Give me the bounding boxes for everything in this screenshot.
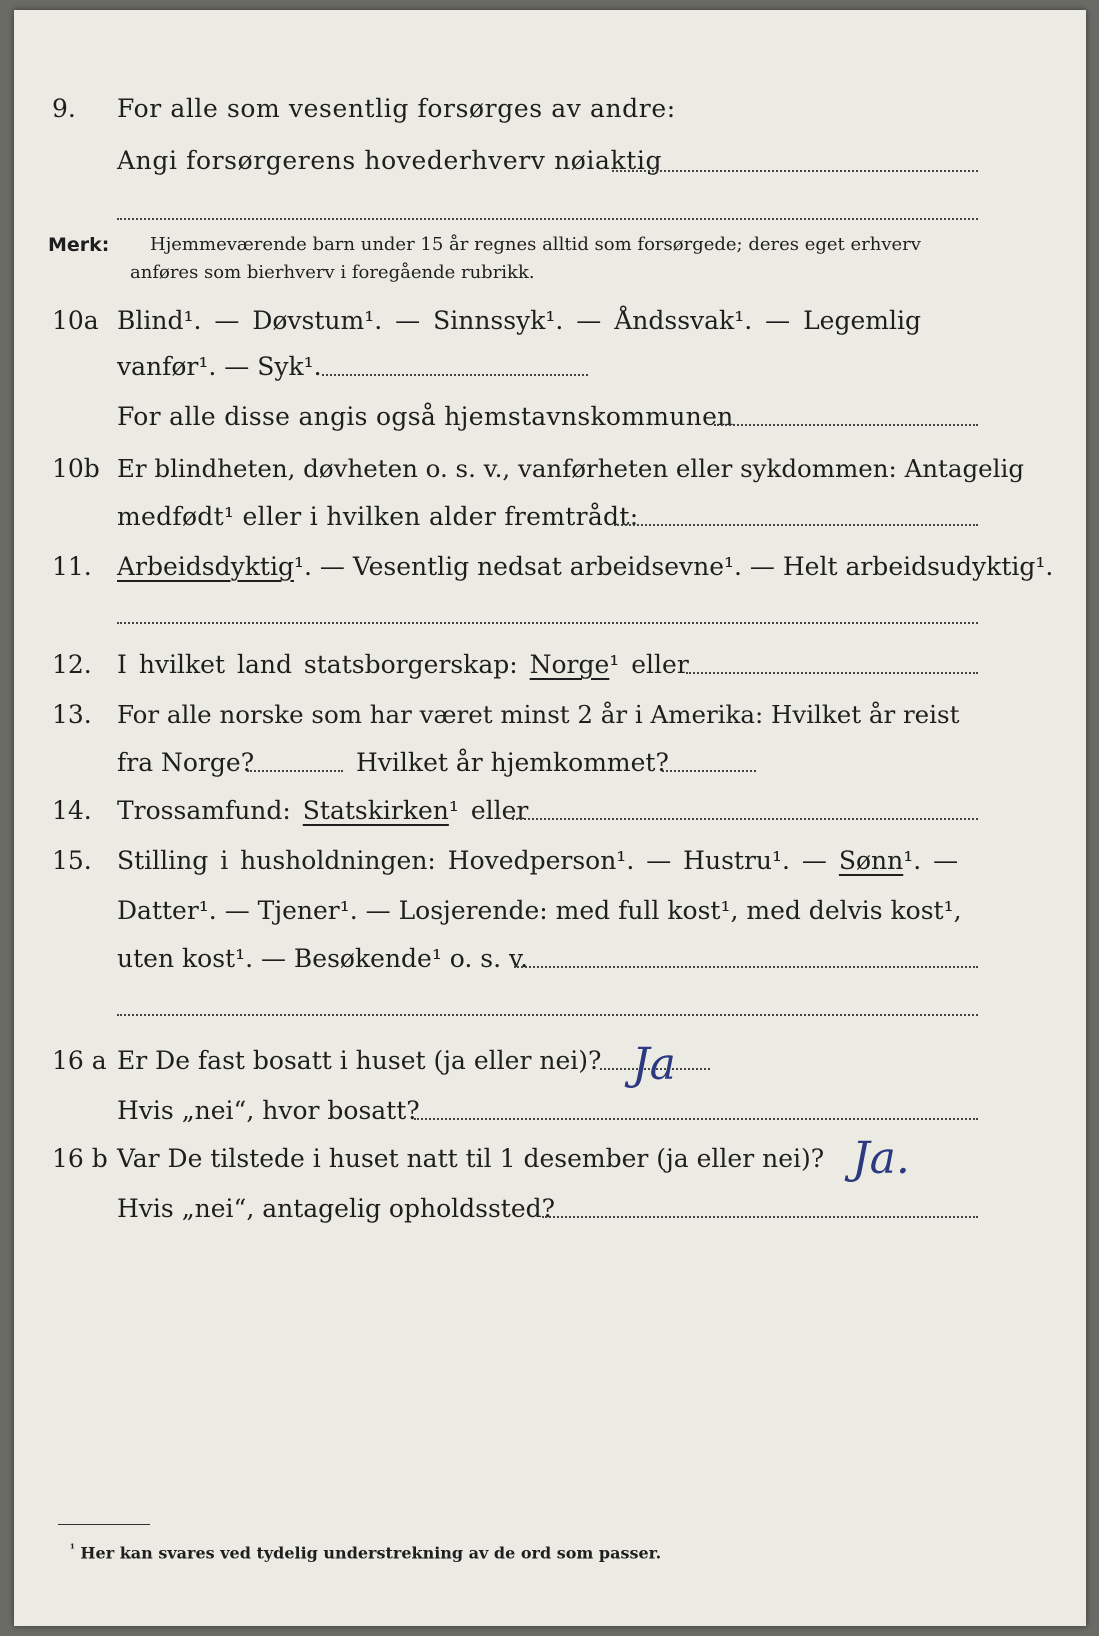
q16b-opholdssted-field[interactable]	[542, 1216, 978, 1218]
footnote-rule	[58, 1524, 150, 1525]
q9-answer-field[interactable]	[612, 170, 978, 172]
q9-line2: Angi forsørgerens hovederhverv nøiaktig	[117, 146, 663, 175]
q10a-line1: Blind¹. — Døvstum¹. — Sinnssyk¹. — Åndssvak¹. — Legemlig	[117, 306, 921, 335]
footnote	[70, 1538, 661, 1564]
q15-line1b: ¹. —	[903, 846, 959, 875]
q10a-line3: For alle disse angis også hjemstavnskommunen	[117, 402, 734, 431]
q14-selected-option[interactable]: Statskirken	[302, 796, 449, 825]
q15-selected-option[interactable]: Sønn	[838, 846, 904, 875]
q16b-line1: Var De tilstede i huset natt til 1 desember (ja eller nei)?	[117, 1144, 825, 1173]
q15-line1a: Stilling i husholdningen: Hovedperson¹. — Hustru¹. —	[117, 846, 827, 875]
q16b-number: 16 b	[52, 1144, 108, 1173]
q11-line	[117, 552, 1053, 582]
q12-answer-field[interactable]	[686, 672, 978, 674]
merk-line2: anføres som bierhverv i foregående rubrikk.	[130, 262, 535, 283]
q16a-line1: Er De fast bosatt i huset (ja eller nei)?	[117, 1046, 602, 1075]
q10b-line1: Er blindheten, døvheten o. s. v., vanførheten eller sykdommen: Antagelig	[117, 454, 1025, 483]
q16a-number: 16 a	[52, 1046, 107, 1075]
q10b-answer-field[interactable]	[614, 524, 978, 526]
q16a-handwritten-answer: Ja	[632, 1039, 676, 1090]
q16a-line2: Hvis „nei“, hvor bosatt?	[117, 1096, 420, 1125]
footnote-text: Her kan svares ved tydelig understrekning av de ord som passer.	[80, 1543, 662, 1563]
q15-number: 15.	[52, 846, 92, 875]
census-form-page	[14, 10, 1086, 1626]
q13-number: 13.	[52, 700, 92, 729]
q13-reist-field[interactable]	[247, 770, 343, 772]
q15-answer-field-2[interactable]	[117, 1014, 978, 1016]
q10a-kommune-field[interactable]	[714, 424, 978, 426]
q11-answer-field[interactable]	[117, 622, 978, 624]
q9-line1: For alle som vesentlig forsørges av andre:	[117, 94, 676, 123]
footnote-mark: ¹	[70, 1542, 75, 1555]
q13-line2b: Hvilket år hjemkommet?	[356, 748, 669, 777]
merk-label: Merk:	[48, 234, 110, 256]
q10b-line2: medfødt¹ eller i hvilken alder fremtrådt:	[117, 502, 639, 531]
q12-line	[117, 650, 689, 680]
q14-pre: Trossamfund:	[117, 796, 291, 825]
q12-number: 12.	[52, 650, 92, 679]
q13-line1: For alle norske som har været minst 2 år i Amerika: Hvilket år reist	[117, 700, 960, 729]
q12-post: ¹ eller	[609, 650, 689, 679]
q14-answer-field[interactable]	[512, 818, 978, 820]
q14-post: ¹ eller	[448, 796, 529, 825]
q15-line3: uten kost¹. — Besøkende¹ o. s. v.	[117, 944, 529, 973]
q13-hjemkommet-field[interactable]	[662, 770, 756, 772]
q10a-number: 10a	[52, 306, 99, 335]
q11-selected-option[interactable]: Arbeidsdyktig	[117, 552, 294, 581]
q11-number: 11.	[52, 552, 92, 581]
q16b-line2: Hvis „nei“, antagelig opholdssted?	[117, 1194, 556, 1223]
q12-selected-option[interactable]: Norge	[529, 650, 610, 679]
q9-answer-field-2[interactable]	[117, 218, 978, 220]
q11-rest: ¹. — Vesentlig nedsat arbeidsevne¹. — Helt arbeidsudyktig¹.	[293, 552, 1054, 581]
q12-pre: I hvilket land statsborgerskap:	[117, 650, 518, 679]
q10a-line2: vanfør¹. — Syk¹.	[117, 352, 322, 381]
q16a-bosatt-field[interactable]	[414, 1118, 978, 1120]
q9-number: 9.	[52, 94, 76, 123]
q10b-number: 10b	[52, 454, 100, 483]
q16b-handwritten-answer: Ja.	[852, 1133, 910, 1184]
q15-answer-field[interactable]	[514, 966, 978, 968]
q14-line	[117, 796, 528, 826]
q13-line2a: fra Norge?	[117, 748, 255, 777]
q15-line2: Datter¹. — Tjener¹. — Losjerende: med full kost¹, med delvis kost¹,	[117, 896, 962, 925]
merk-line1: Hjemmeværende barn under 15 år regnes alltid som forsørgede; deres eget erhverv	[150, 234, 921, 255]
q10a-answer-field[interactable]	[322, 374, 588, 376]
q14-number: 14.	[52, 796, 92, 825]
q15-line1	[117, 846, 958, 876]
